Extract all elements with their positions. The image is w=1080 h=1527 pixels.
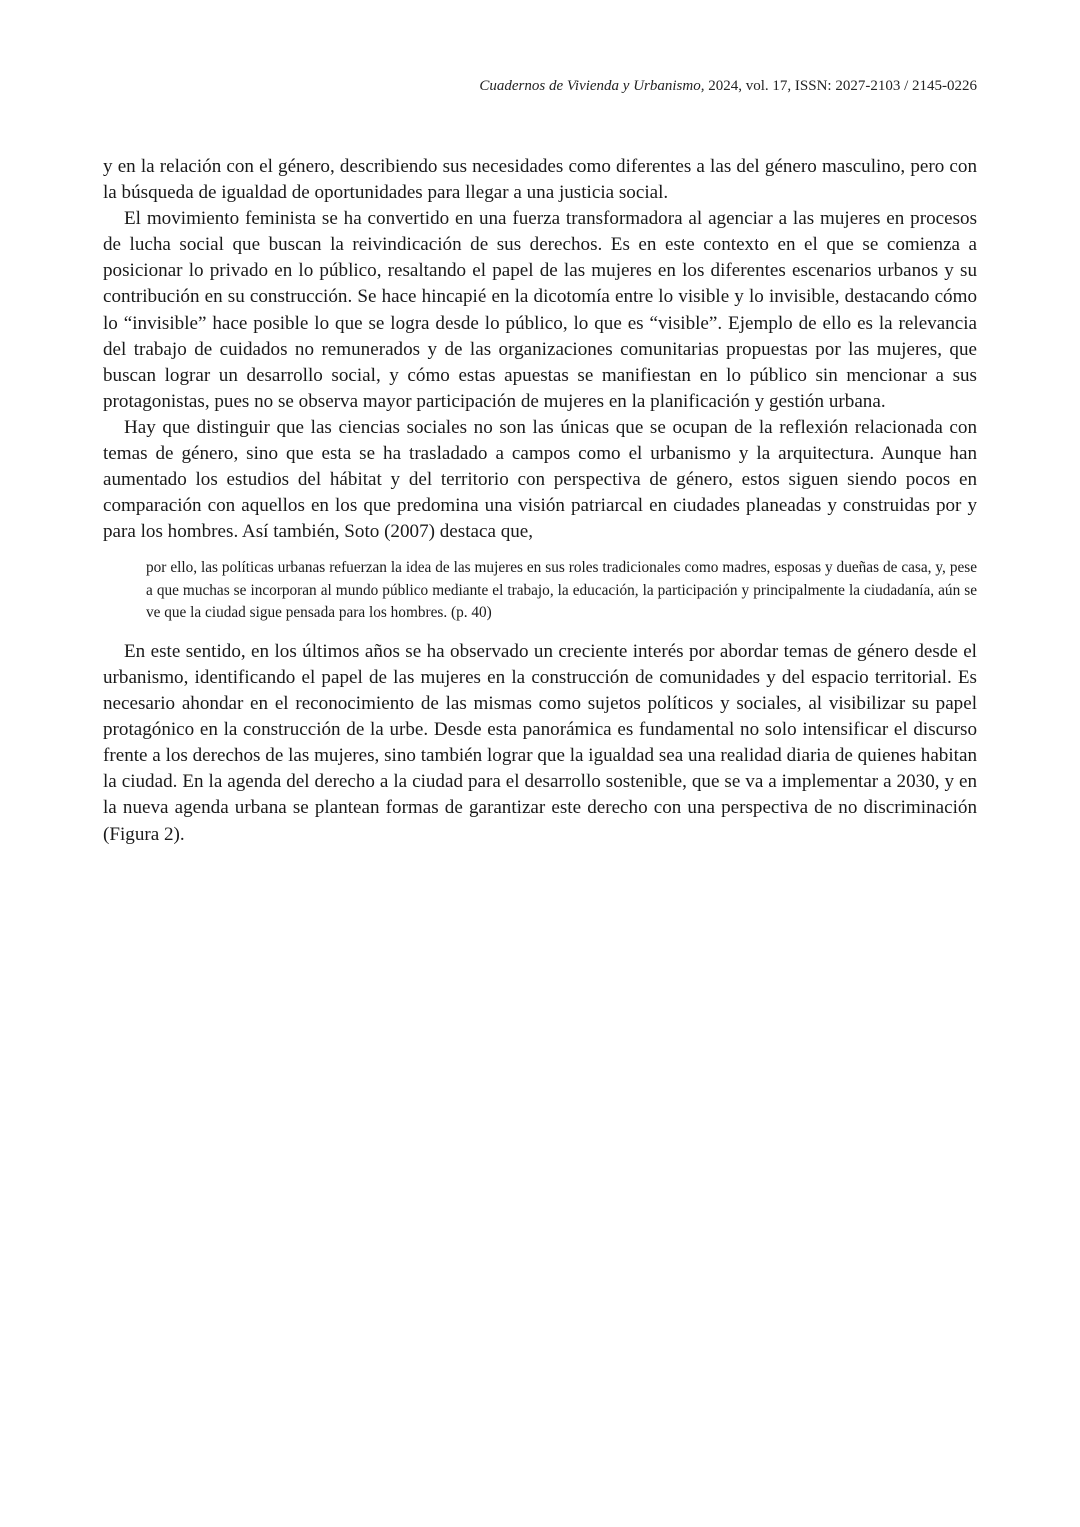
running-header (479, 76, 977, 96)
paragraph-social-sciences: Hay que distinguir que las ciencias sociales no son las únicas que se ocupan de la reflexión relacionada con temas de género, sino que esta se ha trasladado a campos como el urbanismo y la arquitectura. Aunque han aumentado los estudios del hábitat y del territorio con perspectiva de género, estos siguen siendo pocos en comparación con aquellos en los que predomina una visión patriarcal en ciudades planeadas y construidas por y para los hombres. Así también, Soto (2007) destaca que, (103, 416, 977, 543)
block-quote: por ello, las políticas urbanas refuerzan la idea de las mujeres en sus roles tradicionales como madres, esposas y dueñas de casa, y, pese a que muchas se incorporan al mundo público mediante el trabajo, la educación, la participación y principalmente la ciudadanía, aún se ve que la ciudad sigue pensada para los hombres. (p. 40) (146, 559, 977, 622)
paragraph-continuation: y en la relación con el género, describiendo sus necesidades como diferentes a las del género masculino, pero con la búsqueda de igualdad de oportunidades para llegar a una justicia social. (103, 156, 977, 204)
journal-details: 2024, vol. 17, ISSN: 2027-2103 / 2145-0226 (704, 78, 977, 94)
journal-title: Cuadernos de Vivienda y Urbanismo, (479, 78, 705, 94)
paragraph-urbanism-gender: En este sentido, en los últimos años se ha observado un creciente interés por abordar temas de género desde el urbanismo, identificando el papel de las mujeres en la construcción de comunidades y del espacio territorial. Es necesario ahondar en el reconocimiento de las mismas como sujetos políticos y sociales, al visibilizar su papel protagónico en la construcción de la urbe. Desde esta panorámica es fundamental no solo intensificar el discurso frente a los derechos de las mujeres, sino también lograr que la igualdad sea una realidad diaria de quienes habitan la ciudad. En la agenda del derecho a la ciudad para el desarrollo sostenible, que se va a implementar a 2030, y en la nueva agenda urbana se plantean formas de garantizar este derecho con una perspectiva de no discriminación (Figura 2). (103, 640, 977, 845)
paragraph-feminist-movement: El movimiento feminista se ha convertido en una fuerza transformadora al agenciar a las mujeres en procesos de lucha social que buscan la reivindicación de sus derechos. Es en este contexto en el que se comienza a posicionar lo privado en lo público, resaltando el papel de las mujeres en los diferentes escenarios urbanos y su contribución en su construcción. Se hace hincapié en la dicotomía entre lo visible y lo invisible, destacando cómo lo “invisible” hace posible lo que se logra desde lo público, lo que es “visible”. Ejemplo de ello es la relevancia del trabajo de cuidados no remunerados y de las organizaciones comunitarias propuestas por las mujeres, que buscan lograr un desarrollo social, y cómo estas apuestas se manifiestan en lo público sin mencionar a sus protagonistas, pues no se observa mayor participación de mujeres en la planificación y gestión urbana. (103, 208, 977, 412)
article-body (103, 154, 977, 848)
